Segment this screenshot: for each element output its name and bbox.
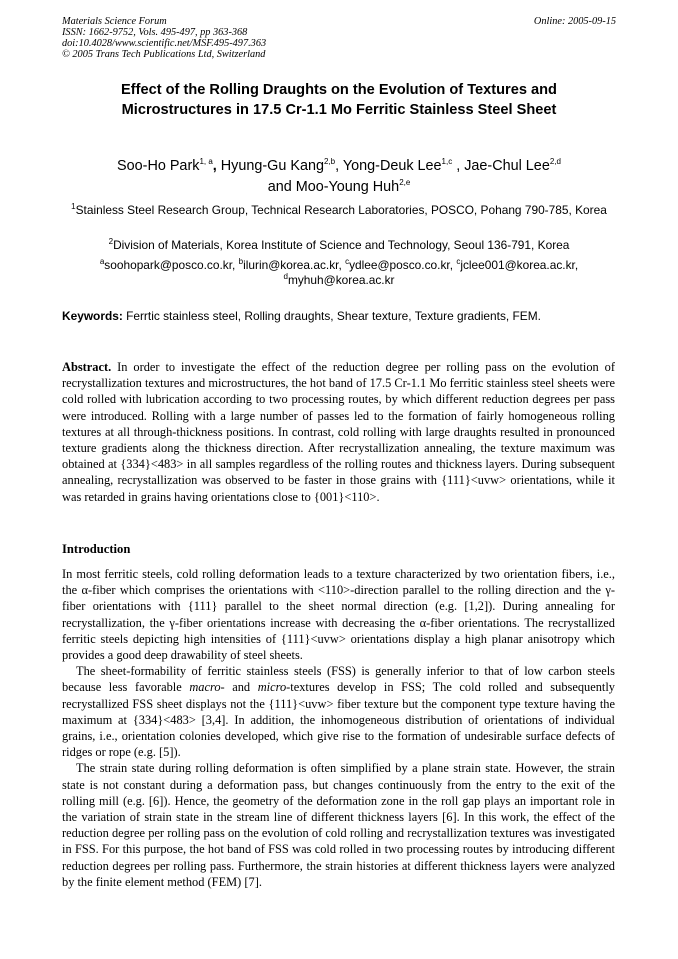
email-list (62, 258, 616, 288)
email-sup: a (99, 257, 105, 267)
emphasis: micro (257, 680, 287, 695)
author-sup: 2,d (549, 157, 561, 167)
paragraph-text: -textures develop in FSS; The cold rolled and subsequently recrystallized FSS sheet displays not the {111}<uvw> fiber texture but the component type texture having the maximum at {334}<483> [3,4]. In addition, the inhomogeneous distribution of orientations of individual grains, i.e., orientation colonies developed, which give rise to the formation of undesirable surface defects of ridges or rope (e.g. [5]). (62, 680, 615, 760)
email-sup: c (345, 257, 350, 267)
copyright: © 2005 Trans Tech Publications Ltd, Switzerland (62, 49, 266, 60)
author-list: Soo-Ho Park$^{1, a}$, Hyung-Gu Kang$^{2,b}$, Yong-Deuk Lee$^{1,c}$ , Jae-Chul Lee$^{2,d}$ and Moo-Young Huh$^{2,e}$ (117, 157, 561, 195)
affiliation-text: Division of Materials, Korea Institute of Science and Technology, Seoul 136-791, Korea (113, 238, 570, 252)
author-name: Soo-Ho Park (117, 158, 200, 174)
email: ilurin@korea.ac.kr, (243, 258, 346, 272)
paragraph: In most ferritic steels, cold rolling deformation leads to a texture characterized by two orientation fibers, i.e., the α-fiber which comprises the orientations with <110>-direction parallel to the rolling direction and the γ-fiber orientations with {111} parallel to the sheet normal direction (e.g. [1,2]). During annealing for recrystallization, the γ-fiber orientations increase with decreasing the α-fiber orientations. The recrystallized ferritic steels depicting high intensities of {111}<uvw> orientations display a high planar anisotropy which provides a good deep drawability of steel sheets. (62, 567, 615, 663)
author-sup: 1, a (199, 157, 213, 167)
email-sup: b (238, 257, 244, 267)
paper-title (62, 80, 616, 120)
title-line-2: Microstructures in 17.5 Cr-1.1 Mo Ferritic Stainless Steel Sheet (121, 102, 557, 118)
email-sup: d (283, 272, 288, 282)
author-sup: 2,e (399, 178, 411, 188)
author-name: Yong-Deuk Lee (342, 158, 442, 174)
journal-header (62, 16, 266, 60)
keywords-label: Keywords: (62, 309, 123, 323)
author-name: Jae-Chul Lee (464, 158, 550, 174)
affiliation-2 (62, 238, 616, 253)
abstract-text: In order to investigate the effect of the reduction degree per rolling pass on the evolution of recrystallization textures and microstructures, the hot band of 17.5 Cr-1.1 Mo ferritic stainless steel sheets were cold rolled with lubrication according to two processing routes, by which different reduction degrees per pass were introduced. Rolling with a large number of passes led to the formation of fairly homogeneous rolling textures at all through-thickness positions. In contrast, cold rolling with large draughts resulted in pronounced texture gradients along the thickness direction. After recrystallization annealing, the texture maximum was obtained at {334}<483> in all samples regardless of the rolling routes and thickness layers. During subsequent annealing, recrystallization was observed to be faster in those grains with {111}<uvw> orientations, while it was retarded in grains having orientations close to {001}<110>. (62, 360, 615, 504)
keywords (62, 309, 616, 323)
section-heading-introduction: Introduction (62, 542, 131, 556)
affiliation-text: Stainless Steel Research Group, Technical Research Laboratories, POSCO, Pohang 790-785, Korea (75, 203, 607, 217)
paragraph: The strain state during rolling deformation is often simplified by a plane strain state. However, the strain state is not constant during a deformation pass, but changes continuously from the entry to the exit of the rolling mill (e.g. [6]). Hence, the geometry of the deformation zone in the roll gap plays an important role in the variation of strain state in the stream line of different thickness layers [6]. In this work, the effect of the reduction degree per rolling pass on the evolution of cold rolling and recrystallization textures was investigated in FSS. For this purpose, the hot band of FSS was cold rolled in two processing routes by introducing different reduction degrees per rolling pass. Furthermore, the strain histories at different thickness layers were analyzed by the finite element method (FEM) [7]. (62, 761, 615, 889)
author-name: Moo-Young Huh (295, 179, 400, 195)
keywords-text: Ferrtic stainless steel, Rolling draughts, Shear texture, Texture gradients, FEM. (122, 309, 541, 323)
paragraph (62, 663, 615, 760)
introduction-body (62, 566, 615, 890)
online-date: Online: 2005-09-15 (533, 16, 616, 27)
email: jclee001@korea.ac.kr, (460, 258, 579, 272)
paragraph-text: and (224, 680, 258, 695)
emphasis: macro- (189, 680, 225, 695)
email: ydlee@posco.co.kr, (349, 258, 457, 272)
email-sup: c (456, 257, 461, 267)
issn: ISSN: 1662-9752, Vols. 495-497, pp 363-368 (62, 27, 248, 38)
abstract (62, 359, 615, 505)
author-sup: 1,c (441, 157, 453, 167)
abstract-label: Abstract. (62, 360, 112, 374)
journal-name: Materials Science Forum (62, 16, 167, 27)
affiliation-sup: 2 (108, 237, 114, 247)
affiliation-sup: 1 (71, 202, 76, 212)
doi: doi:10.4028/www.scientific.net/MSF.495-497.363 (62, 38, 267, 49)
email: myhuh@korea.ac.kr (287, 273, 395, 287)
email: soohopark@posco.co.kr, (104, 258, 239, 272)
paragraph-text: The sheet-formability of ferritic stainless steels (FSS) is generally inferior to that of low carbon steels because less favorable (62, 664, 615, 695)
author-sup: 2,b (323, 157, 336, 167)
affiliation-1 (62, 203, 616, 218)
author-name: Hyung-Gu Kang (220, 158, 324, 174)
title-line-1: Effect of the Rolling Draughts on the Evolution of Textures and (121, 82, 557, 98)
